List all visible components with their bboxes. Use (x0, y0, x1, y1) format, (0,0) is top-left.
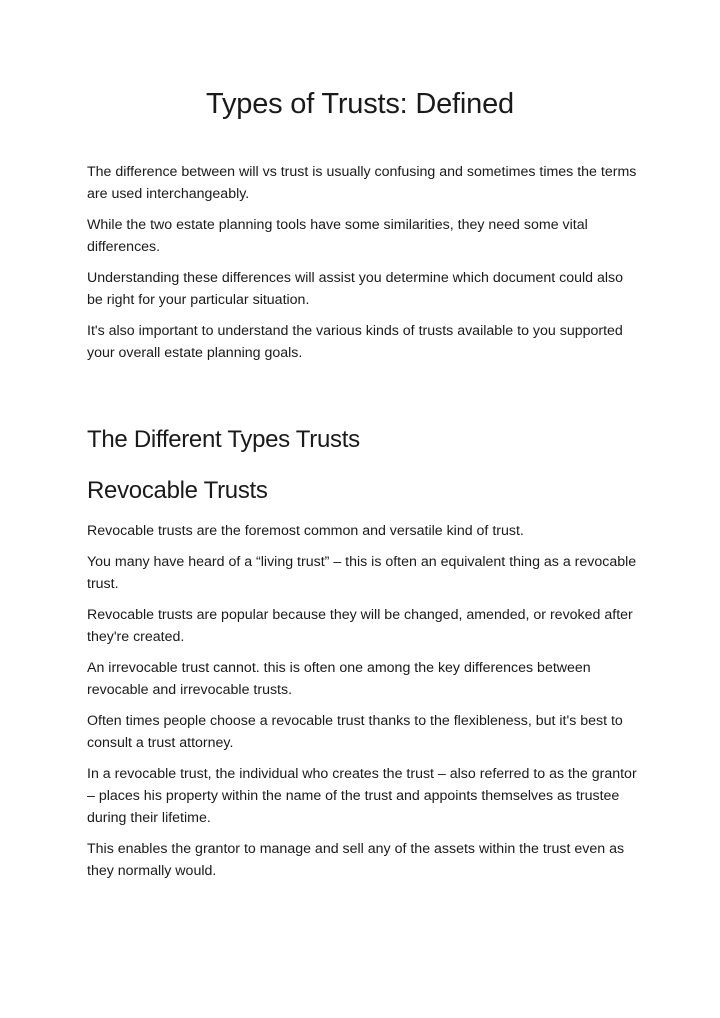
revocable-paragraph: Revocable trusts are the foremost common and versatile kind of trust. (87, 523, 524, 539)
intro-section (87, 161, 637, 373)
revocable-paragraph: This enables the grantor to manage and sell any of the assets within the trust even as they normally would. (87, 841, 625, 879)
intro-paragraph: While the two estate planning tools have some similarities, they need some vital differences. (87, 217, 588, 255)
page-title: Types of Trusts: Defined (206, 88, 514, 120)
revocable-paragraph: Often times people choose a revocable trust thanks to the flexibleness, but it's best to consult a trust attorney. (87, 713, 623, 751)
intro-paragraph: The difference between will vs trust is usually confusing and sometimes times the terms are used interchangeably. (87, 164, 637, 202)
section-heading: The Different Types Trusts (87, 426, 360, 453)
revocable-section (87, 520, 637, 891)
revocable-paragraph: An irrevocable trust cannot. this is often one among the key differences between revocable and irrevocable trusts. (87, 660, 591, 698)
revocable-paragraph: Revocable trusts are popular because they will be changed, amended, or revoked after they're created. (87, 607, 633, 645)
intro-paragraph: It's also important to understand the various kinds of trusts available to you supported your overall estate planning goals. (87, 323, 623, 361)
subsection-heading: Revocable Trusts (87, 477, 268, 504)
revocable-paragraph: You many have heard of a “living trust” – this is often an equivalent thing as a revocable trust. (87, 554, 637, 592)
revocable-paragraph: In a revocable trust, the individual who creates the trust – also referred to as the grantor – places his property within the name of the trust and appoints themselves as trustee during their lifetime. (87, 766, 637, 826)
intro-paragraph: Understanding these differences will assist you determine which document could also be right for your particular situation. (87, 270, 624, 308)
